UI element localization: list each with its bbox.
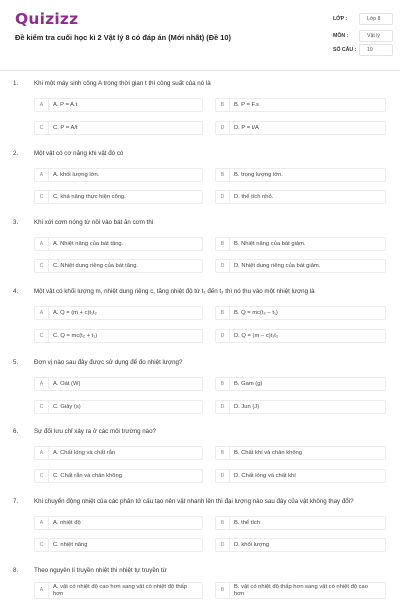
answer-option-c[interactable]: C C. Q = mc(t₂ + t₁) [34, 329, 203, 343]
question-number: 5. [13, 359, 19, 366]
question-number: 3. [13, 219, 19, 226]
answer-option-c[interactable]: C C. Nhiệt dung riêng của bát tăng. [34, 259, 203, 273]
answer-option-c[interactable]: C C. Giây (s) [34, 400, 203, 414]
question-text: Đơn vị nào sau đây được sử dụng để đo nhiệt lượng? [34, 359, 183, 366]
answer-option-c[interactable]: C C. Chất rắn và chân không [34, 469, 203, 483]
question-number: 6. [13, 428, 19, 435]
question-text: Theo nguyên lí truyền nhiệt thì nhiệt tự truyền từ [34, 567, 167, 574]
answer-option-b[interactable]: B B. trọng lượng lớn. [215, 168, 386, 182]
question-text: Khi một máy sinh công A trong thời gian t thì công suất của nó là [34, 80, 211, 87]
answer-option-b[interactable]: B B. P = F.s [215, 98, 386, 112]
meta-label: LỚP : [333, 16, 348, 22]
question-text: Sự đối lưu chỉ xảy ra ở các môi trường nào? [34, 428, 156, 435]
answer-option-b[interactable]: B B. Nhiệt năng của bát giảm. [215, 237, 386, 251]
answer-option-b[interactable]: B B. thể tích [215, 516, 386, 530]
answer-option-b[interactable]: B B. vật có nhiệt độ thấp hơn sang vật có nhiệt độ cao hơn [215, 582, 386, 599]
answer-option-c[interactable]: C C. khả năng thực hiện công. [34, 190, 203, 204]
answer-option-d[interactable]: D D. Nhiệt dung riêng của bát giảm. [215, 259, 386, 273]
question-text: Khi chuyển động nhiệt của các phân tử cấu tạo nên vật nhanh lên thì đại lượng nào sau đây của vật không thay đổi? [34, 498, 354, 505]
answer-option-b[interactable]: B B. Q = mc(t₂ − t₁) [215, 306, 386, 320]
answer-option-a[interactable]: A A. nhiệt độ [34, 516, 203, 530]
answer-option-c[interactable]: C C. P = A/t [34, 121, 203, 135]
answer-option-b[interactable]: B B. Chất khí và chân không [215, 446, 386, 460]
meta-label: MÔN : [333, 33, 349, 39]
answer-option-d[interactable]: D D. Q = (m − c)t₁t₂ [215, 329, 386, 343]
answer-option-a[interactable]: A A. khối lượng lớn. [34, 168, 203, 182]
question-number: 8. [13, 567, 19, 574]
answer-option-a[interactable]: A A. Chất lỏng và chất rắn [34, 446, 203, 460]
meta-value: 10 [359, 44, 393, 56]
meta-value: Lớp 8 [359, 13, 393, 25]
answer-option-d[interactable]: D D. Jun (J) [215, 400, 386, 414]
meta-label: SỐ CÂU : [333, 47, 357, 53]
question-text: Khi xới cơm nóng từ nồi vào bát ăn cơm thì [34, 219, 154, 226]
meta-question-count [333, 44, 393, 57]
meta-value: Vật lý [359, 30, 393, 42]
answer-option-d[interactable]: D D. thể tích nhỏ. [215, 190, 386, 204]
answer-option-d[interactable]: D D. P = t/A [215, 121, 386, 135]
question-number: 2. [13, 150, 19, 157]
question-number: 1. [13, 80, 19, 87]
question-number: 7. [13, 498, 19, 505]
meta-subject [333, 30, 393, 43]
answer-option-c[interactable]: C C. nhiệt năng [34, 538, 203, 552]
answer-option-a[interactable]: A A. Oát (W) [34, 377, 203, 391]
header-divider [0, 70, 400, 71]
answer-option-d[interactable]: D D. Chất lỏng và chất khí [215, 469, 386, 483]
answer-option-a[interactable]: A A. P = A.t [34, 98, 203, 112]
question-number: 4. [13, 288, 19, 295]
question-text: Một vật có khối lượng m, nhiệt dung riêng c, tăng nhiệt độ từ t₁ đến t₂ thì nó thu vào một nhiệt lượng là [34, 288, 315, 295]
worksheet-header [0, 0, 400, 66]
answer-option-b[interactable]: B B. Gam (g) [215, 377, 386, 391]
question-text: Một vật có cơ năng khi vật đó có [34, 150, 124, 157]
meta-grade [333, 13, 393, 26]
answer-option-a[interactable]: A A. Q = (m + c)t₁t₂ [34, 306, 203, 320]
quizizz-logo: Quizizz [15, 10, 79, 28]
answer-option-a[interactable]: A A. Nhiệt năng của bát tăng. [34, 237, 203, 251]
worksheet-title: Đề kiểm tra cuối học kì 2 Vật lý 8 có đáp án (Mới nhất) (Đề 10) [15, 33, 231, 42]
answer-option-d[interactable]: D D. khối lượng [215, 538, 386, 552]
answer-option-a[interactable]: A A. vật có nhiệt độ cao hơn sang vật có nhiệt độ thấp hơn [34, 582, 203, 599]
